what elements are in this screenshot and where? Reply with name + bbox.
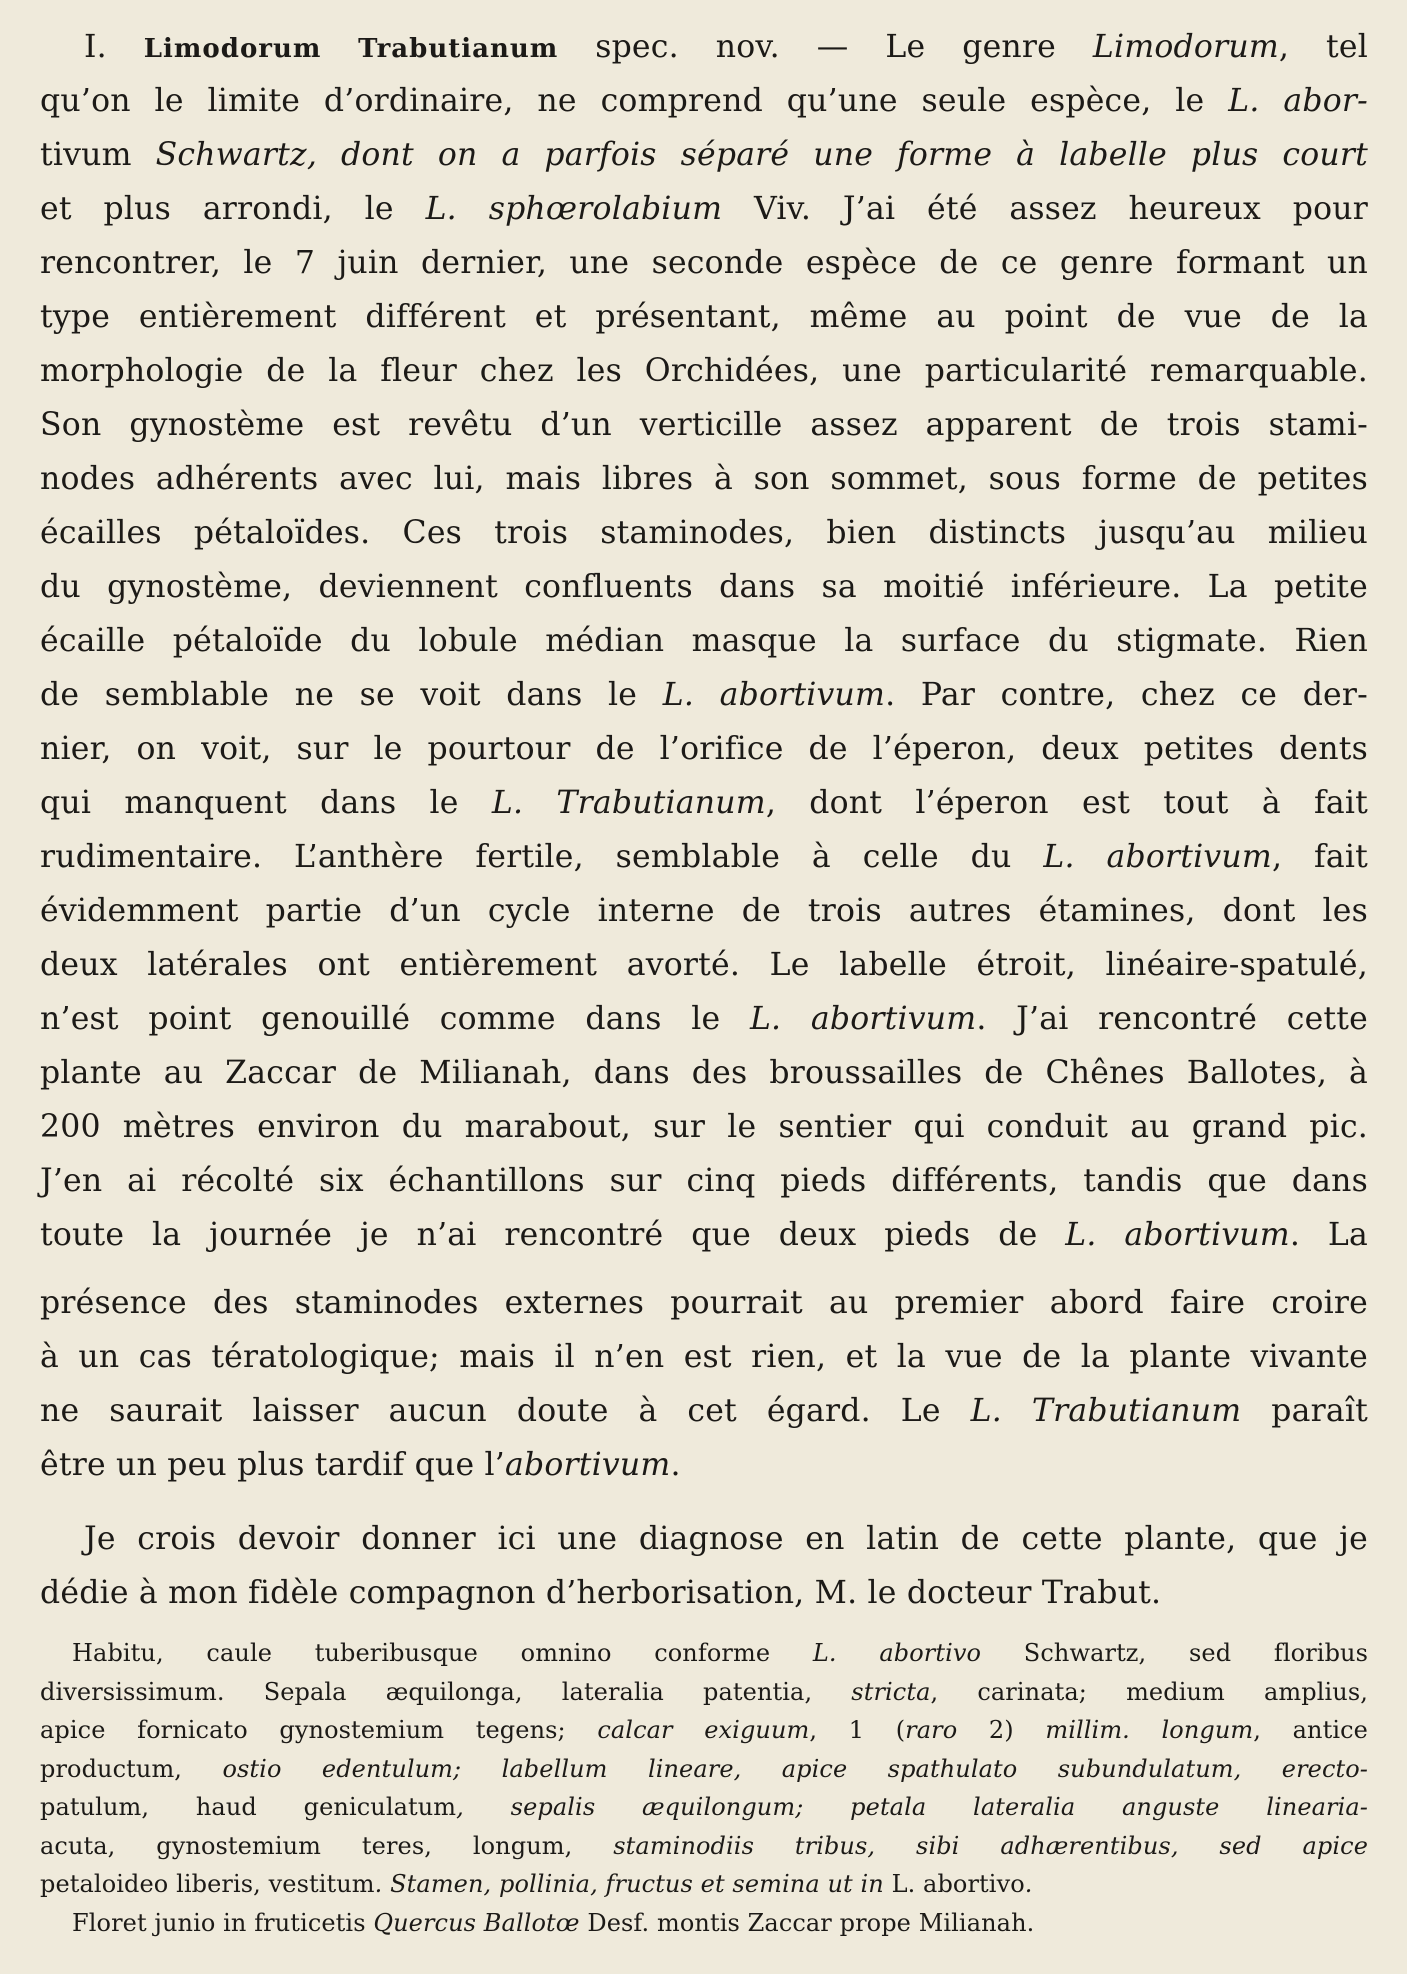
text-segment: I. xyxy=(84,29,144,65)
text-line xyxy=(40,236,1368,290)
text-line xyxy=(40,830,1368,884)
text-line xyxy=(40,1904,1368,1943)
text-segment: du gynostème, deviennent confluents dans sa moitié inférieure. La petite xyxy=(40,569,1368,605)
italic-text: calcar exiguum xyxy=(597,1716,810,1744)
italic-text: L. Trabutianum xyxy=(491,785,766,821)
text-line xyxy=(40,1384,1368,1438)
italic-text: L. abortivum xyxy=(1065,1217,1290,1253)
text-line xyxy=(40,1046,1368,1100)
text-segment: et plus arrondi, le xyxy=(40,191,426,227)
text-segment: tivum xyxy=(40,137,132,173)
text-segment: Viv. J’ai été assez heureux pour xyxy=(722,191,1368,227)
text-line xyxy=(40,20,1368,74)
text-line xyxy=(40,1788,1368,1827)
text-segment: écaille pétaloïde du lobule médian masque la surface du stigmate. Rien xyxy=(40,623,1368,659)
text-segment: être un peu plus tardif que l’ xyxy=(40,1447,506,1483)
text-line xyxy=(40,1750,1368,1789)
text-segment: . J’ai rencontré cette xyxy=(976,1001,1368,1037)
text-line xyxy=(40,452,1368,506)
text-segment: patulum, haud geniculatum xyxy=(40,1793,457,1821)
text-segment: plante au Zaccar de Milianah, dans des broussailles de Chênes Ballotes, à xyxy=(40,1055,1368,1091)
text-segment: rudimentaire. L’anthère fertile, semblable à celle du xyxy=(40,839,1044,875)
text-line xyxy=(40,614,1368,668)
text-segment: Schwartz, sed floribus xyxy=(981,1639,1369,1667)
text-segment: n’est point genouillé comme dans le xyxy=(40,1001,750,1037)
italic-text: abortivum xyxy=(505,1447,671,1483)
text-line xyxy=(40,398,1368,452)
italic-text: staminodiis tribus, sibi adhærentibus, sed apice xyxy=(613,1831,1368,1860)
italic-text: L. abortivo xyxy=(812,1639,982,1667)
text-segment: petaloideo liberis, vestitum xyxy=(40,1870,375,1898)
text-line xyxy=(40,776,1368,830)
text-segment: , fait xyxy=(1271,839,1368,875)
text-segment: morphologie de la fleur chez les Orchidées, une particularité remarquable. xyxy=(40,353,1368,389)
text-segment: à un cas tératologique; mais il n’en est rien, et la vue de la plante vivante xyxy=(40,1339,1368,1375)
text-segment: évidemment partie d’un cycle interne de trois autres étamines, dont les xyxy=(40,893,1368,929)
text-line xyxy=(40,1438,1368,1492)
text-line xyxy=(40,992,1368,1046)
text-segment: , antice xyxy=(1253,1716,1368,1744)
text-line xyxy=(40,1512,1368,1566)
text-line xyxy=(40,1827,1368,1866)
text-segment: 200 mètres environ du marabout, sur le sentier qui conduit au grand pic. xyxy=(40,1109,1368,1145)
text-line xyxy=(40,74,1368,128)
text-line xyxy=(40,1673,1368,1712)
italic-text: , sepalis æquilongum; petala lateralia anguste linearia- xyxy=(456,1793,1369,1821)
text-segment: toute la journée je n’ai rencontré que deux pieds de xyxy=(40,1217,1066,1253)
text-line xyxy=(40,1634,1368,1673)
text-segment: . xyxy=(670,1447,681,1483)
italic-text: L. abortivum xyxy=(1043,839,1272,875)
text-segment: nier, on voit, sur le pourtour de l’orifice de l’éperon, deux petites dents xyxy=(40,731,1368,767)
text-segment: qui manquent dans le xyxy=(40,785,492,821)
italic-text: L. abortivum xyxy=(662,677,886,713)
text-line xyxy=(40,560,1368,614)
dedication-paragraph xyxy=(40,1512,1368,1620)
italic-text: . Stamen, pollinia, fructus et semina ut in xyxy=(374,1870,892,1898)
text-line xyxy=(40,506,1368,560)
text-line xyxy=(40,1711,1368,1750)
text-segment: , 1 ( xyxy=(809,1716,906,1744)
text-line xyxy=(40,1208,1368,1262)
text-segment: J’en ai récolté six échantillons sur cinq pieds différents, tandis que dans xyxy=(40,1163,1368,1199)
latin-diagnosis xyxy=(40,1634,1368,1942)
text-line xyxy=(40,722,1368,776)
text-segment: L. abortivo xyxy=(891,1870,1025,1898)
text-segment: ne saurait laisser aucun doute à cet égard. Le xyxy=(40,1393,971,1429)
text-line xyxy=(40,1100,1368,1154)
text-line xyxy=(40,1330,1368,1384)
text-segment: . Par contre, chez ce der- xyxy=(885,677,1369,713)
italic-text: Quercus Ballotœ xyxy=(373,1908,580,1937)
text-segment: 2) xyxy=(957,1716,1046,1744)
italic-text: stricta xyxy=(851,1677,931,1706)
italic-text: L. abor- xyxy=(1228,83,1369,119)
italic-text: L. sphœrolabium xyxy=(425,191,723,227)
text-line xyxy=(40,1566,1368,1620)
text-segment: diversissimum. Sepala æquilonga, lateralia patentia, xyxy=(40,1677,852,1706)
text-segment: paraît xyxy=(1241,1393,1368,1429)
text-segment: , carinata; medium amplius, xyxy=(930,1677,1368,1706)
italic-text: raro xyxy=(905,1716,958,1744)
text-segment: Habitu, caule tuberibusque omnino conforme xyxy=(72,1639,813,1667)
text-line xyxy=(40,344,1368,398)
text-segment: Je crois devoir donner ici une diagnose en latin de cette plante, que je xyxy=(84,1521,1368,1557)
italic-text: ostio edentulum; labellum lineare, apice spathulato subundulatum, erecto- xyxy=(222,1754,1368,1783)
text-segment: Son gynostème est revêtu d’un verticille assez apparent de trois stami- xyxy=(40,407,1368,443)
text-segment: Desf. montis Zaccar prope Milianah. xyxy=(579,1908,1035,1937)
text-line xyxy=(40,128,1368,182)
text-segment: présence des staminodes externes pourrait au premier abord faire croire xyxy=(40,1285,1368,1321)
text-line xyxy=(40,884,1368,938)
italic-text: Schwartz, dont on a parfois séparé une forme à labelle plus court xyxy=(131,137,1368,173)
main-paragraph xyxy=(40,20,1368,1492)
text-segment: . La xyxy=(1289,1217,1369,1253)
text-segment: nodes adhérents avec lui, mais libres à son sommet, sous forme de petites xyxy=(40,461,1368,497)
text-line xyxy=(40,290,1368,344)
italic-text: L. abortivum xyxy=(749,1001,977,1037)
italic-text: . xyxy=(1024,1870,1033,1898)
text-segment: , dont l’éperon est tout à fait xyxy=(765,785,1368,821)
text-segment: rencontrer, le 7 juin dernier, une seconde espèce de ce genre formant un xyxy=(40,245,1368,281)
text-segment: qu’on le limite d’ordinaire, ne comprend qu’une seule espèce, le xyxy=(40,83,1229,119)
text-segment: deux latérales ont entièrement avorté. Le labelle étroit, linéaire-spatulé, xyxy=(40,947,1368,983)
text-segment: acuta, gynostemium teres, longum, xyxy=(40,1831,614,1860)
text-line xyxy=(40,1865,1368,1904)
text-segment: Floret junio in fruticetis xyxy=(72,1908,374,1937)
text-segment: écailles pétaloïdes. Ces trois staminodes, bien distincts jusqu’au milieu xyxy=(40,515,1368,551)
text-segment: spec. nov. — Le genre xyxy=(558,29,1093,65)
italic-text: Limodorum xyxy=(1092,29,1279,65)
italic-text: millim. longum xyxy=(1045,1716,1254,1744)
text-line xyxy=(40,182,1368,236)
text-line xyxy=(40,1154,1368,1208)
species-title: Limodorum Trabutianum xyxy=(143,34,559,64)
text-segment: type entièrement différent et présentant, même au point de vue de la xyxy=(40,299,1368,335)
italic-text: L. Trabutianum xyxy=(970,1393,1242,1429)
text-segment: productum, xyxy=(40,1754,223,1783)
text-line xyxy=(40,938,1368,992)
text-segment: , tel xyxy=(1278,29,1368,65)
text-segment: apice fornicato gynostemium tegens; xyxy=(40,1716,598,1744)
text-segment: dédie à mon fidèle compagnon d’herborisation, M. le docteur Trabut. xyxy=(40,1575,1162,1611)
text-line xyxy=(40,668,1368,722)
text-segment: de semblable ne se voit dans le xyxy=(40,677,663,713)
text-line xyxy=(40,1276,1368,1330)
